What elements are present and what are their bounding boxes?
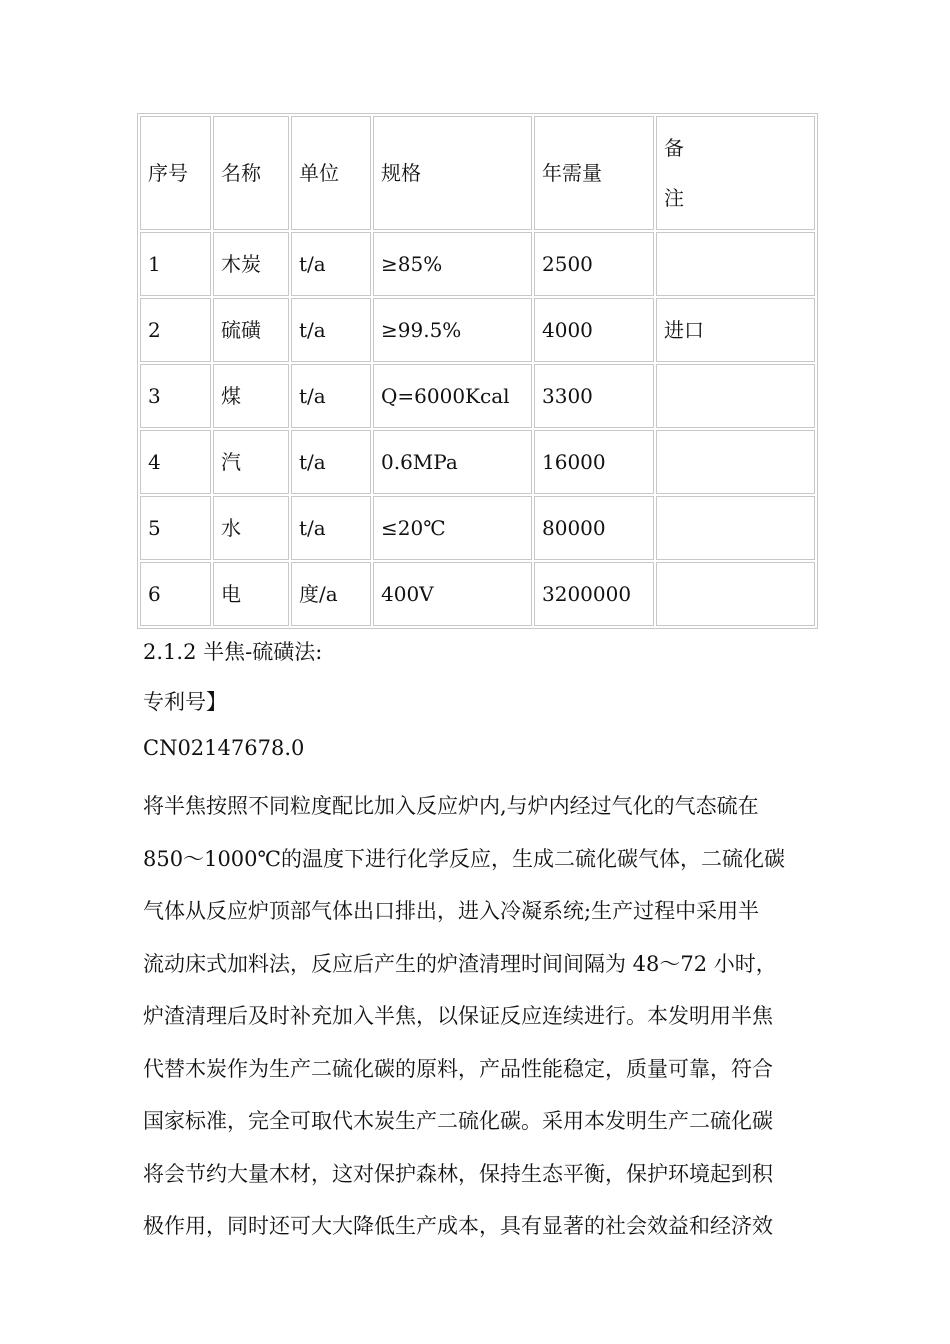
table-row — [140, 364, 815, 428]
paragraph-line: 将会节约大量木材，这对保护森林，保持生态平衡，保护环境起到积 — [143, 1161, 773, 1186]
cell-spec: ≥85% — [373, 232, 532, 296]
cell-remark — [656, 496, 815, 560]
header-cell-annual-demand: 年需量 — [534, 116, 654, 230]
cell-remark — [656, 232, 815, 296]
paragraph-line: 气体从反应炉顶部气体出口排出，进入冷凝系统;生产过程中采用半 — [143, 899, 760, 923]
cell-annual-demand: 16000 — [534, 430, 654, 494]
paragraph-line: 代替木炭作为生产二硫化碳的原料，产品性能稳定，质量可靠，符合 — [143, 1056, 773, 1081]
header-cell-name: 名称 — [213, 116, 289, 230]
cell-annual-demand: 3300 — [534, 364, 654, 428]
cell-unit: t/a — [291, 298, 371, 362]
body-paragraph — [143, 780, 823, 1253]
cell-annual-demand: 3200000 — [534, 562, 654, 626]
header-cell-index: 序号 — [140, 116, 211, 230]
paragraph-line: 850～1000℃的温度下进行化学反应，生成二硫化碳气体，二硫化碳 — [143, 846, 786, 871]
patent-number: CN02147678.0 — [143, 736, 305, 760]
cell-unit: t/a — [291, 364, 371, 428]
cell-unit: t/a — [291, 232, 371, 296]
cell-spec: Q=6000Kcal — [373, 364, 532, 428]
cell-index: 3 — [140, 364, 211, 428]
cell-annual-demand: 2500 — [534, 232, 654, 296]
cell-remark — [656, 562, 815, 626]
table-header-row — [140, 116, 815, 230]
cell-index: 4 — [140, 430, 211, 494]
table-row — [140, 562, 815, 626]
materials-table — [137, 113, 818, 629]
cell-name: 电 — [213, 562, 289, 626]
cell-spec: 0.6MPa — [373, 430, 532, 494]
cell-annual-demand: 80000 — [534, 496, 654, 560]
cell-index: 1 — [140, 232, 211, 296]
header-remark-line-2: 注 — [664, 186, 684, 210]
header-remark-line-1: 备 — [664, 136, 684, 160]
header-cell-unit: 单位 — [291, 116, 371, 230]
cell-name: 硫磺 — [213, 298, 289, 362]
paragraph-line: 极作用，同时还可大大降低生产成本，具有显著的社会效益和经济效 — [143, 1214, 773, 1238]
cell-annual-demand: 4000 — [534, 298, 654, 362]
cell-name: 汽 — [213, 430, 289, 494]
header-cell-remark — [656, 116, 815, 230]
cell-name: 水 — [213, 496, 289, 560]
cell-unit: t/a — [291, 496, 371, 560]
patent-label: 专利号】 — [143, 690, 227, 714]
paragraph-line: 将半焦按照不同粒度配比加入反应炉内,与炉内经过气化的气态硫在 — [143, 794, 759, 818]
paragraph-line: 炉渣清理后及时补充加入半焦，以保证反应连续进行。本发明用半焦 — [143, 1004, 773, 1028]
table-row — [140, 298, 815, 362]
cell-remark: 进口 — [656, 298, 815, 362]
paragraph-line: 流动床式加料法，反应后产生的炉渣清理时间间隔为 48～72 小时， — [143, 951, 777, 976]
cell-remark — [656, 430, 815, 494]
paragraph-line: 国家标准，完全可取代木炭生产二硫化碳。采用本发明生产二硫化碳 — [143, 1109, 773, 1133]
cell-name: 木炭 — [213, 232, 289, 296]
cell-unit: 度/a — [291, 562, 371, 626]
cell-index: 6 — [140, 562, 211, 626]
table-row — [140, 496, 815, 560]
header-cell-spec: 规格 — [373, 116, 532, 230]
section-heading: 2.1.2 半焦-硫磺法: — [143, 640, 323, 664]
cell-unit: t/a — [291, 430, 371, 494]
cell-spec: ≥99.5% — [373, 298, 532, 362]
cell-index: 5 — [140, 496, 211, 560]
cell-spec: ≤20℃ — [373, 496, 532, 560]
cell-name: 煤 — [213, 364, 289, 428]
cell-spec: 400V — [373, 562, 532, 626]
table-row — [140, 430, 815, 494]
table-row — [140, 232, 815, 296]
cell-index: 2 — [140, 298, 211, 362]
cell-remark — [656, 364, 815, 428]
